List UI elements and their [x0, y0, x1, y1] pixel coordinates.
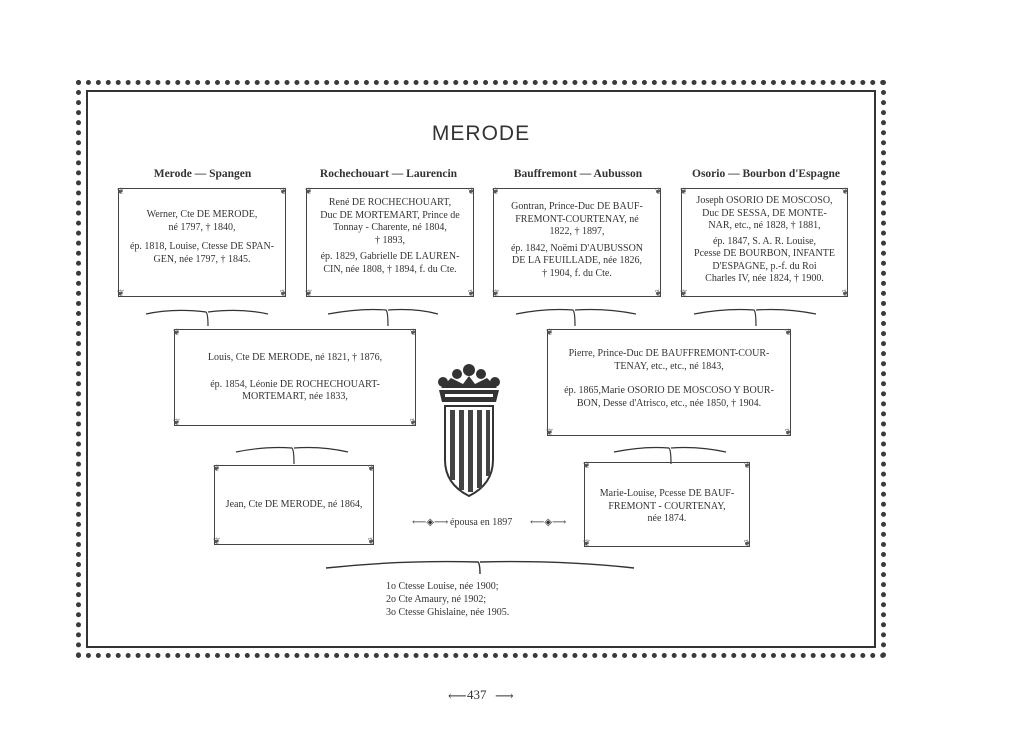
parent-box-louis-merode	[174, 329, 416, 426]
branch-heading-bauffremont-aubusson: Bauffremont — Aubusson	[513, 168, 643, 180]
corner-ornament-icon: ❦	[173, 417, 181, 427]
box-line: FREMONT-COURTENAY, né	[515, 213, 639, 225]
corner-ornament-icon: ❦	[367, 463, 375, 473]
corner-ornament-icon: ❦	[492, 288, 500, 298]
box-line: ép. 1847, S. A. R. Louise,	[712, 235, 817, 247]
list-item: 2o Cte Amaury, né 1902;	[386, 594, 487, 605]
marriage-label: épousa en 1897	[450, 517, 513, 528]
children-list	[386, 580, 586, 619]
corner-ornament-icon: ❦	[279, 288, 287, 298]
list-item: 1o Ctesse Louise, née 1900;	[386, 581, 499, 592]
box-line: MORTEMART, née 1833,	[242, 391, 348, 402]
box-line: 1822, † 1897,	[549, 226, 605, 237]
box-line: FREMONT - COURTENAY,	[608, 500, 726, 512]
corner-ornament-icon: ❦	[546, 427, 554, 437]
box-line: ép. 1842, Noëmi D'AUBUSSON	[510, 242, 644, 254]
corner-ornament-icon: ❦	[583, 460, 591, 470]
box-line: Tonnay - Charente, né 1804,	[333, 222, 447, 233]
corner-ornament-icon: ❦	[117, 186, 125, 196]
box-line: Louis, Cte DE MERODE, né 1821, † 1876,	[207, 352, 383, 363]
box-line: Marie-Louise, Pcesse DE BAUF-	[599, 488, 735, 499]
box-line: ép. 1818, Louise, Ctesse DE SPAN-	[129, 241, 275, 252]
ancestor-box-osorio	[681, 188, 848, 297]
corner-ornament-icon: ❦	[583, 538, 591, 548]
corner-ornament-icon: ❦	[743, 460, 751, 470]
page-number-ornament-right-icon: ⟶	[495, 688, 514, 703]
corner-ornament-icon: ❦	[367, 536, 375, 546]
corner-ornament-icon: ❦	[680, 288, 688, 298]
ancestor-box-merode	[118, 188, 286, 297]
box-line: Duc DE SESSA, DE MONTE-	[702, 207, 827, 219]
box-line: Gontran, Prince-Duc DE BAUF-	[511, 201, 643, 212]
box-line: GEN, née 1797, † 1845.	[153, 253, 251, 265]
child-box-jean-merode	[214, 465, 374, 545]
ancestor-box-rochechouart	[306, 188, 474, 297]
box-line: René DE ROCHECHOUART,	[328, 197, 452, 208]
corner-ornament-icon: ❦	[213, 536, 221, 546]
coat-of-arms-icon	[433, 360, 505, 500]
box-line: BON, Desse d'Atrisco, etc., née 1850, † 1904.	[576, 397, 762, 409]
box-line: DE LA FEUILLADE, née 1826,	[512, 255, 642, 266]
parent-box-pierre-bauffremont	[547, 329, 791, 436]
box-line: ép. 1829, Gabrielle DE LAUREN-	[320, 251, 460, 262]
connector-braces-bottom	[86, 436, 876, 472]
box-line: ép. 1854, Léonie DE ROCHECHOUART-	[210, 378, 380, 390]
corner-ornament-icon: ❦	[784, 427, 792, 437]
box-line: Werner, Cte DE MERODE,	[146, 209, 258, 220]
corner-ornament-icon: ❦	[409, 327, 417, 337]
box-line: Pcesse DE BOURBON, INFANTE	[694, 248, 835, 259]
box-line: D'ESPAGNE, p.-f. du Roi	[712, 260, 817, 272]
box-line: Duc DE MORTEMART, Prince de	[320, 209, 460, 221]
corner-ornament-icon: ❦	[680, 186, 688, 196]
corner-ornament-icon: ❦	[173, 327, 181, 337]
corner-ornament-icon: ❦	[743, 538, 751, 548]
branch-heading-rochechouart-laurencin: Rochechouart — Laurencin	[319, 168, 458, 180]
box-line: † 1904, f. du Cte.	[542, 267, 612, 279]
box-line: † 1893,	[375, 234, 405, 246]
corner-ornament-icon: ❦	[117, 288, 125, 298]
corner-ornament-icon: ❦	[546, 327, 554, 337]
ancestor-box-bauffremont	[493, 188, 661, 297]
corner-ornament-icon: ❦	[467, 288, 475, 298]
corner-ornament-icon: ❦	[279, 186, 287, 196]
corner-ornament-icon: ❦	[467, 186, 475, 196]
marriage-left-ornament-icon: ⟵◈⟶	[412, 517, 449, 528]
corner-ornament-icon: ❦	[841, 186, 849, 196]
corner-ornament-icon: ❦	[213, 463, 221, 473]
box-line: NAR, etc., né 1828, † 1881,	[708, 220, 821, 231]
box-line: TENAY, etc., etc., né 1843,	[614, 360, 724, 372]
page-number: 437	[467, 687, 487, 702]
box-line: Jean, Cte DE MERODE, né 1864,	[225, 499, 363, 510]
page-number-ornament-left-icon: ⟵	[448, 688, 467, 703]
corner-ornament-icon: ❦	[409, 417, 417, 427]
corner-ornament-icon: ❦	[305, 186, 313, 196]
box-line: Pierre, Prince-Duc DE BAUFFREMONT-COUR-	[568, 348, 770, 359]
branch-heading-osorio-bourbon: Osorio — Bourbon d'Espagne	[692, 168, 840, 180]
corner-ornament-icon: ❦	[784, 327, 792, 337]
box-line: né 1797, † 1840,	[168, 221, 236, 233]
page-title: MERODE	[431, 122, 531, 145]
child-box-marie-louise-bauffremont	[584, 462, 750, 547]
descendants-brace	[320, 556, 640, 578]
list-item: 3o Ctesse Ghislaine, née 1905.	[386, 607, 510, 618]
box-line: CIN, née 1808, † 1894, f. du Cte.	[323, 263, 457, 275]
box-line: Joseph OSORIO DE MOSCOSO,	[696, 195, 833, 206]
marriage-right-ornament-icon: ⟵◈⟶	[530, 517, 567, 528]
corner-ornament-icon: ❦	[654, 288, 662, 298]
branch-heading-merode-spangen: Merode — Spangen	[153, 168, 252, 180]
box-line: ép. 1865,Marie OSORIO DE MOSCOSO Y BOUR-	[564, 385, 774, 396]
corner-ornament-icon: ❦	[841, 288, 849, 298]
corner-ornament-icon: ❦	[492, 186, 500, 196]
box-line: Charles IV, née 1824, † 1900.	[705, 273, 824, 284]
corner-ornament-icon: ❦	[305, 288, 313, 298]
box-line: née 1874.	[647, 513, 687, 524]
corner-ornament-icon: ❦	[654, 186, 662, 196]
